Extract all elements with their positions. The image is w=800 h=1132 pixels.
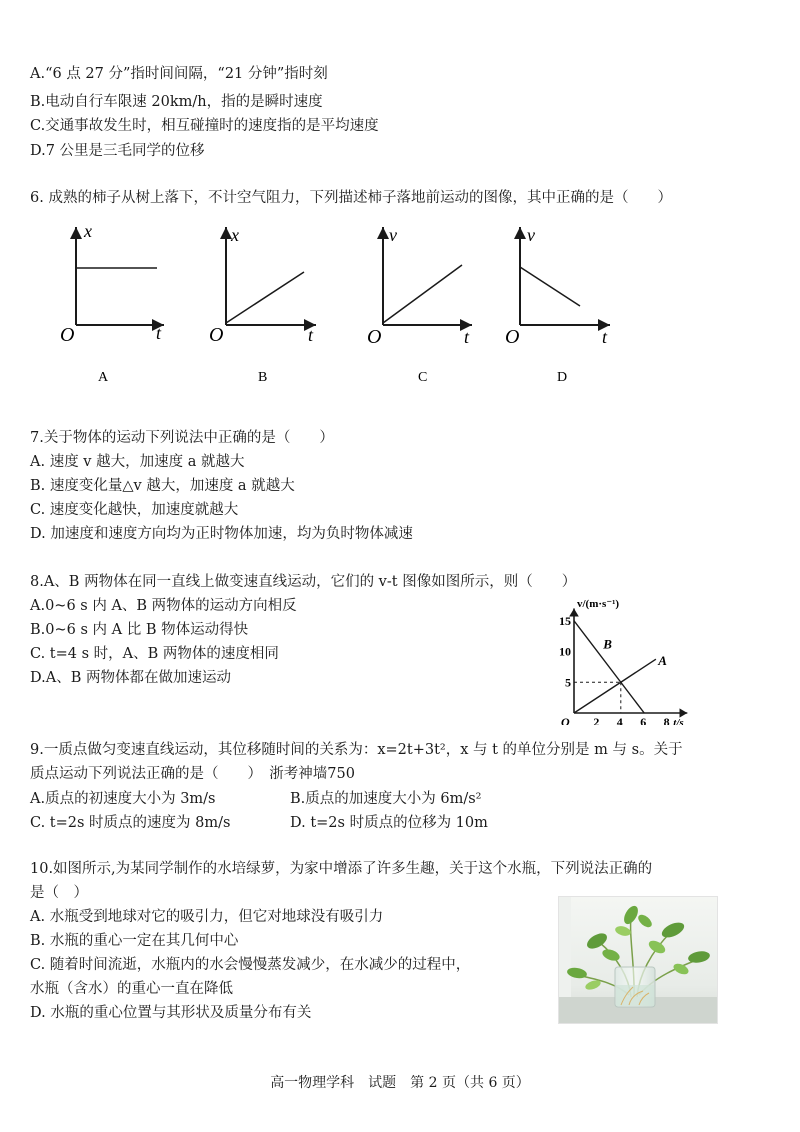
q10-option-b: B. 水瓶的重心一定在其几何中心 [30, 933, 239, 949]
q10-option-c-line2: 水瓶（含水）的重心一直在降低 [30, 981, 233, 997]
vt-x-tick-label: 8 [663, 715, 670, 725]
q8-stem: 8.A、B 两物体在同一直线上做变速直线运动，它们的 v-t 图像如图所示，则（ ） [30, 574, 577, 590]
q10-stem-line2: 是（ ） [30, 885, 88, 901]
q6d-xlabel: t [602, 327, 608, 347]
q7-option-d: D. 加速度和速度方向均为正时物体加速，均为负时物体减速 [30, 526, 413, 542]
vt-origin-label: O [561, 715, 570, 725]
vt-y-axis-label: v/(m·s⁻¹) [577, 598, 620, 610]
q7-stem: 7.关于物体的运动下列说法中正确的是（ ） [30, 430, 334, 446]
vt-y-tick-label: 10 [559, 644, 571, 659]
q6-graph-a [60, 221, 164, 385]
q6-graph-c [367, 225, 472, 385]
q9-stem-line2: 质点运动下列说法正确的是（ ） 浙考神墙750 [30, 766, 355, 782]
q6-graphs [0, 215, 800, 390]
water-plant-photo [558, 896, 718, 1024]
q6c-origin: O [367, 326, 382, 348]
vt-series-line-a [574, 659, 656, 713]
q6c-xlabel: t [464, 327, 470, 347]
q8-option-d: D.A、B 两物体都在做加速运动 [30, 670, 231, 686]
q9-option-a: A.质点的初速度大小为 3m/s [30, 791, 216, 807]
q6-graph-d [505, 225, 610, 385]
vt-x-tick-label: 6 [640, 715, 647, 725]
q9-stem-line1: 9.一质点做匀变速直线运动，其位移随时间的关系为：x=2t+3t²，x 与 t 的单位分别是 m 与 s。关于 [30, 742, 683, 758]
vt-series-line-b [574, 621, 644, 713]
q7-option-c: C. 速度变化越快，加速度就越大 [30, 502, 239, 518]
q6b-xlabel: t [308, 325, 314, 345]
vt-series-label-a: A [658, 653, 667, 669]
q10-option-c-line1: C. 随着时间流逝，水瓶内的水会慢慢蒸发减少，在水减少的过程中， [30, 957, 471, 973]
page-footer: 高一物理学科 试题 第 2 页（共 6 页） [270, 1075, 530, 1091]
q6-graph-b [209, 225, 316, 385]
q9-option-d: D. t=2s 时质点的位移为 10m [290, 815, 488, 831]
q8-option-c: C. t=4 s 时，A、B 两物体的速度相同 [30, 646, 279, 662]
q6-stem: 6. 成熟的柿子从树上落下，不计空气阻力，下列描述柿子落地前运动的图像，其中正确的是（ ） [30, 190, 672, 206]
q9-option-c: C. t=2s 时质点的速度为 8m/s [30, 815, 231, 831]
q5-option-c: C.交通事故发生时，相互碰撞时的速度指的是平均速度 [30, 118, 379, 134]
vt-series-label-b: B [603, 636, 612, 652]
vt-x-tick-label: 4 [616, 715, 623, 725]
q10-option-d: D. 水瓶的重心位置与其形状及质量分布有关 [30, 1005, 312, 1021]
q6c-letter: C [418, 370, 428, 385]
vt-series [574, 621, 656, 713]
q6c-ylabel: v [389, 225, 397, 245]
q6d-origin: O [505, 326, 520, 348]
q5-option-d: D.7 公里是三毛同学的位移 [30, 143, 205, 159]
vt-labels [559, 598, 684, 725]
q6a-xlabel: t [156, 323, 162, 343]
q8-option-b: B.0~6 s 内 A 比 B 物体运动得快 [30, 622, 249, 638]
vt-x-tick-label: 2 [593, 715, 600, 725]
q6a-origin: O [60, 324, 75, 346]
vt-x-axis-label: t/s [673, 717, 684, 725]
q7-option-a: A. 速度 v 越大，加速度 a 就越大 [30, 454, 245, 470]
vt-y-tick-label: 15 [559, 613, 571, 628]
q10-option-a: A. 水瓶受到地球对它的吸引力，但它对地球没有吸引力 [30, 909, 384, 925]
vt-axes [574, 608, 687, 713]
q5-option-b: B.电动自行车限速 20km/h，指的是瞬时速度 [30, 94, 323, 110]
q6b-origin: O [209, 324, 224, 346]
q6a-ylabel: x [84, 221, 92, 241]
q6b-letter: B [258, 370, 268, 385]
q5-option-a: A.“6 点 27 分”指时间间隔，“21 分钟”指时刻 [30, 66, 328, 82]
q9-option-b: B.质点的加速度大小为 6m/s² [290, 791, 482, 807]
vt-chart [555, 595, 705, 725]
q7-option-b: B. 速度变化量△v 越大，加速度 a 就越大 [30, 478, 295, 494]
q6b-ylabel: x [231, 225, 239, 245]
q10-stem-line1: 10.如图所示,为某同学制作的水培绿萝，为家中增添了许多生趣，关于这个水瓶，下列说法正确的 [30, 861, 653, 877]
vt-y-tick-label: 5 [565, 675, 571, 690]
q8-option-a: A.0~6 s 内 A、B 两物体的运动方向相反 [30, 598, 297, 614]
q6a-letter: A [98, 370, 109, 385]
q6d-ylabel: v [527, 225, 535, 245]
q6d-letter: D [557, 370, 568, 385]
